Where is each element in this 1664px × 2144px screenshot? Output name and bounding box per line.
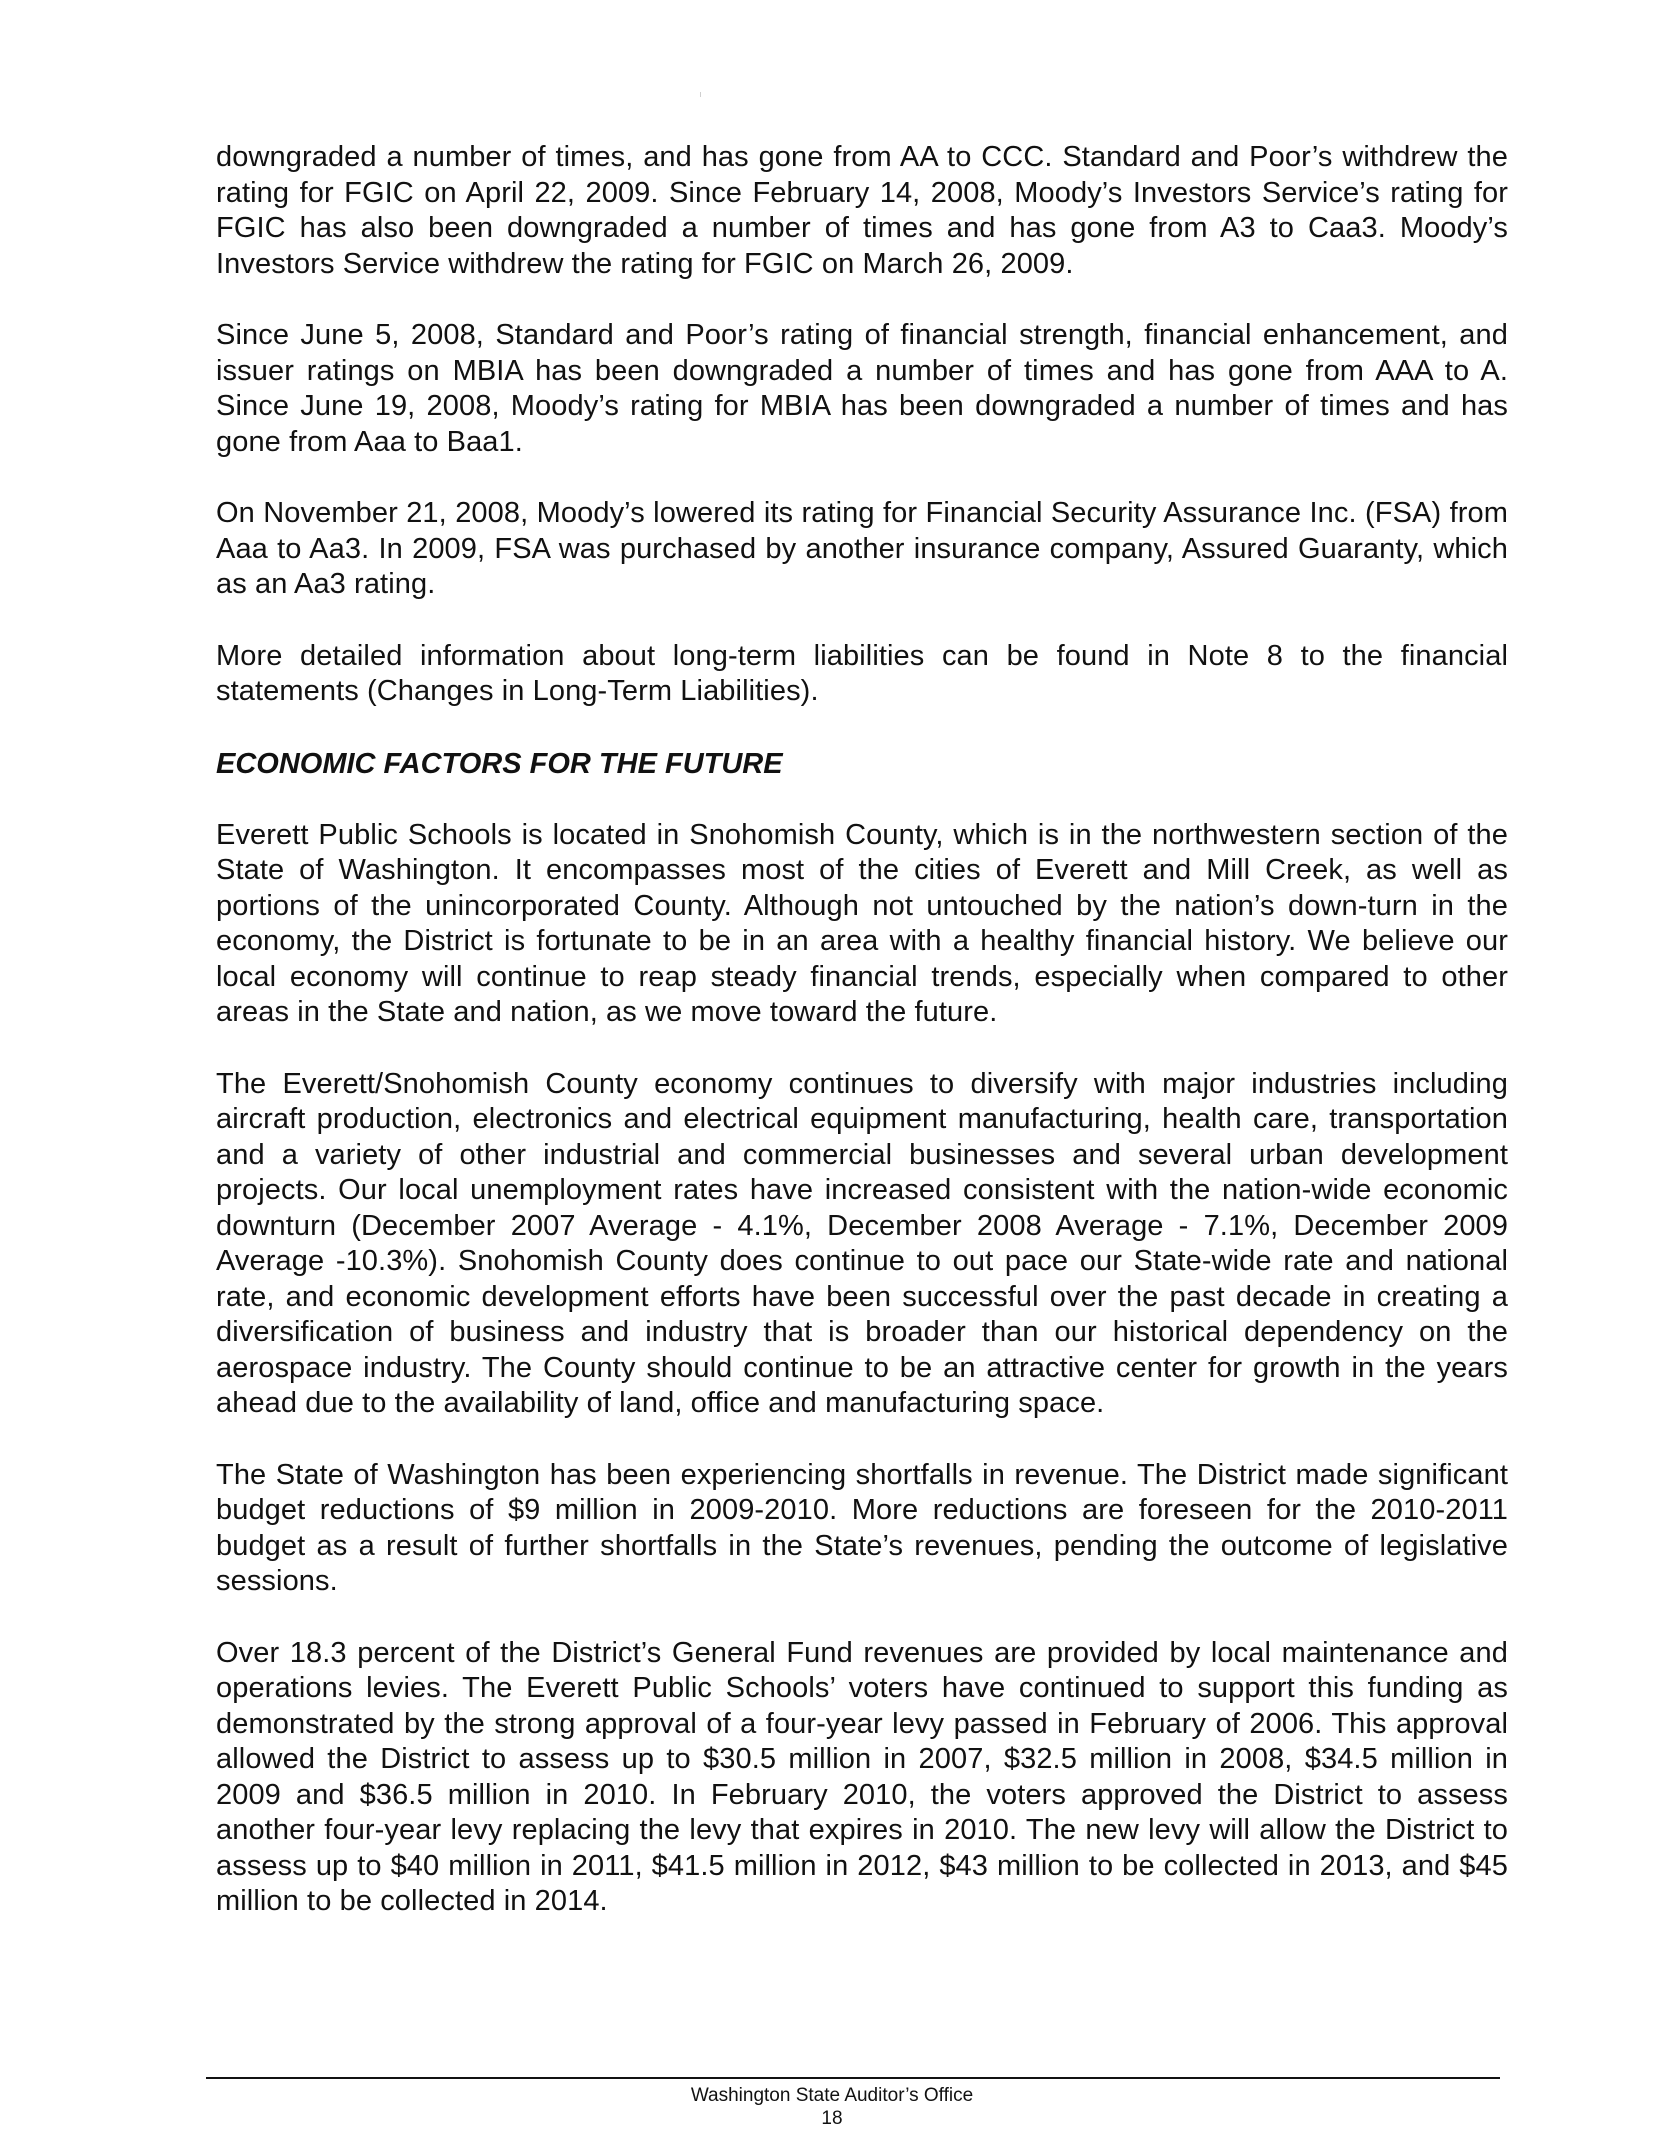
paragraph-fsa-ratings: On November 21, 2008, Moody’s lowered its rating for Financial Security Assurance Inc. (FSA) from Aaa to Aa3. In 2009, FSA was purchased by another insurance company, Assured Guaranty, which as an Aa3 rating. <box>216 497 1508 600</box>
paragraph-location: Everett Public Schools is located in Snohomish County, which is in the northwestern section of the State of Washington. It encompasses most of the cities of Everett and Mill Creek, as well as portions of the unincorporated County. Although not untouched by the nation’s down-turn in the economy, the District is fortunate to be in an area with a healthy financial history. We believe our local economy will continue to reap steady financial trends, especially when compared to other areas in the State and nation, as we move toward the future. <box>216 818 1508 1028</box>
page-body <box>216 140 1508 1956</box>
paragraph-state-revenue: The State of Washington has been experiencing shortfalls in revenue. The District made significant budget reductions of $9 million in 2009-2010. More reductions are foreseen for the 2010-2011 budget as a result of further shortfalls in the State’s revenues, pending the outcome of legislative sessions. <box>216 1458 1508 1597</box>
paragraph-fgic-ratings: downgraded a number of times, and has gone from AA to CCC. Standard and Poor’s withdrew the rating for FGIC on April 22, 2009. Since February 14, 2008, Moody’s Investors Service’s rating for FGIC has also been downgraded a number of times and has gone from A3 to Caa3. Moody’s Investors Service withdrew the rating for FGIC on March 26, 2009. <box>216 141 1508 280</box>
paragraph-long-term-liabilities: More detailed information about long-term liabilities can be found in Note 8 to the financial statements (Changes in Long-Term Liabilities). <box>216 639 1508 707</box>
section-heading: ECONOMIC FACTORS FOR THE FUTURE <box>216 747 783 780</box>
paragraph-levies: Over 18.3 percent of the District’s General Fund revenues are provided by local maintenance and operations levies. The Everett Public Schools’ voters have continued to support this funding as demonstrated by the strong approval of a four-year levy passed in February of 2006. This approval allowed the District to assess up to $30.5 million in 2007, $32.5 million in 2008, $34.5 million in 2009 and $36.5 million in 2010. In February 2010, the voters approved the District to assess another four-year levy replacing the levy that expires in 2010. The new levy will allow the District to assess up to $40 million in 2011, $41.5 million in 2012, $43 million to be collected in 2013, and $45 million to be collected in 2014. <box>216 1636 1508 1917</box>
page-number: 18 <box>821 2108 843 2129</box>
paragraph-mbia-ratings: Since June 5, 2008, Standard and Poor’s rating of financial strength, financial enhancement, and issuer ratings on MBIA has been downgraded a number of times and has gone from AAA to A. Since June 19, 2008, Moody’s rating for MBIA has been downgraded a number of times and has gone from Aaa to Baa1. <box>216 319 1508 458</box>
paragraph-economy: The Everett/Snohomish County economy continues to diversify with major industries including aircraft production, electronics and electrical equipment manufacturing, health care, transportation and a variety of other industrial and commercial businesses and several urban development projects. Our local unemployment rates have increased consistent with the nation-wide economic downturn (December 2007 Average - 4.1%, December 2008 Average - 7.1%, December 2009 Average -10.3%). Snohomish County does continue to out pace our State-wide rate and national rate, and economic development efforts have been successful over the past decade in creating a diversification of business and industry that is broader than our historical dependency on the aerospace industry. The County should continue to be an attractive center for growth in the years ahead due to the availability of land, office and manufacturing space. <box>216 1067 1508 1419</box>
scan-artifact <box>700 92 701 97</box>
footer-office-name: Washington State Auditor’s Office <box>690 2085 974 2106</box>
footer-divider <box>206 2077 1500 2079</box>
